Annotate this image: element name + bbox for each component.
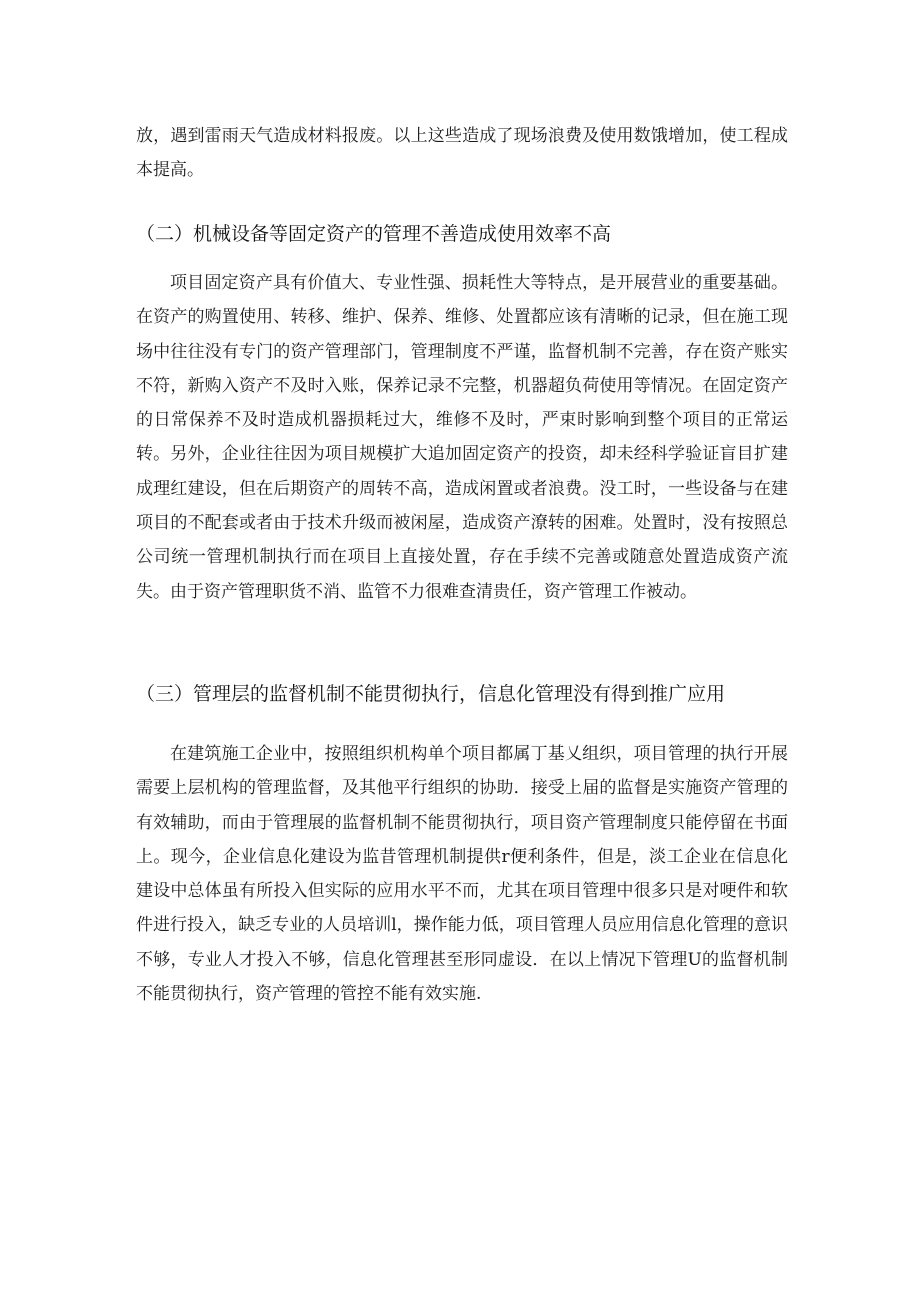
- section-body-3: 在建筑施工企业中，按照组织机构单个项目都属丁基乂组织，项目管理的执行开展需要上层机构的管理监督，及其他平行组织的协助．接受上届的监督是实施资产管理的有效辅助，而由于管理展的监督机制不能贯彻执行，项目资产管理制度只能停留在书面上。现今，企业信息化建设为监昔管理机制提供r便利条件，但是，淡工企业在信息化建设中总体虽有所投入但实际的应用水平不而，尤其在项目管理中很多只是对哽件和软件进行投入，缺乏专业的人员培训l，操作能力低，项目管理人员应用信息化管理的意识不够，专业人才投入不够，信息化管理甚至形同虚设．在以上情况下管理U的监督机制不能贯彻执行，资产管理的管控不能有效实施.: [136, 744, 788, 1005]
- paragraph-continued: 放，遇到雷雨天气造成材料报废。以上这些造成了现场浪费及使用数饿增加，使工程成本提高。: [136, 126, 788, 181]
- section-heading-3: （三）管理层的监督机制不能贯彻执行，信息化管理没有得到推广应用: [136, 683, 726, 705]
- section-heading-2: （二）机械设备等固定资产的管理不善造成使用效率不高: [136, 223, 612, 245]
- section-body-2: 项目固定资产具有价值大、专业性强、损耗性大等特点，是开展营业的重要基础。在资产的购置使用、转移、维护、保养、维修、处置都应该有清晰的记录，但在施工现场中往往没有专门的资产管理部门，管理制度不严谨，监督机制不完善，存在资产账实不符，新购入资产不及时入账，保养记录不完整，机器超负荷使用等情况。在固定资产的日常保养不及时造成机器损耗过大，维修不及时，严束时影响到整个项目的正常运转。另外，企业往往因为项目规模扩大追加固定资产的投资，却未经科学验证盲目扩建成理红建设，但在后期资产的周转不高，造成闲置或者浪费。没工时，一些设备与在建项目的不配套或者由于技术升级而被闲屋，造成资产潦转的困难。处置时，没有按照总公司统一管理机制执行而在项目上直接处置，存在手续不完善或随意处置造成资产流失。由于资产管理职货不消、监管不力很难查清贵任，资产管理工作被动。: [136, 273, 788, 602]
